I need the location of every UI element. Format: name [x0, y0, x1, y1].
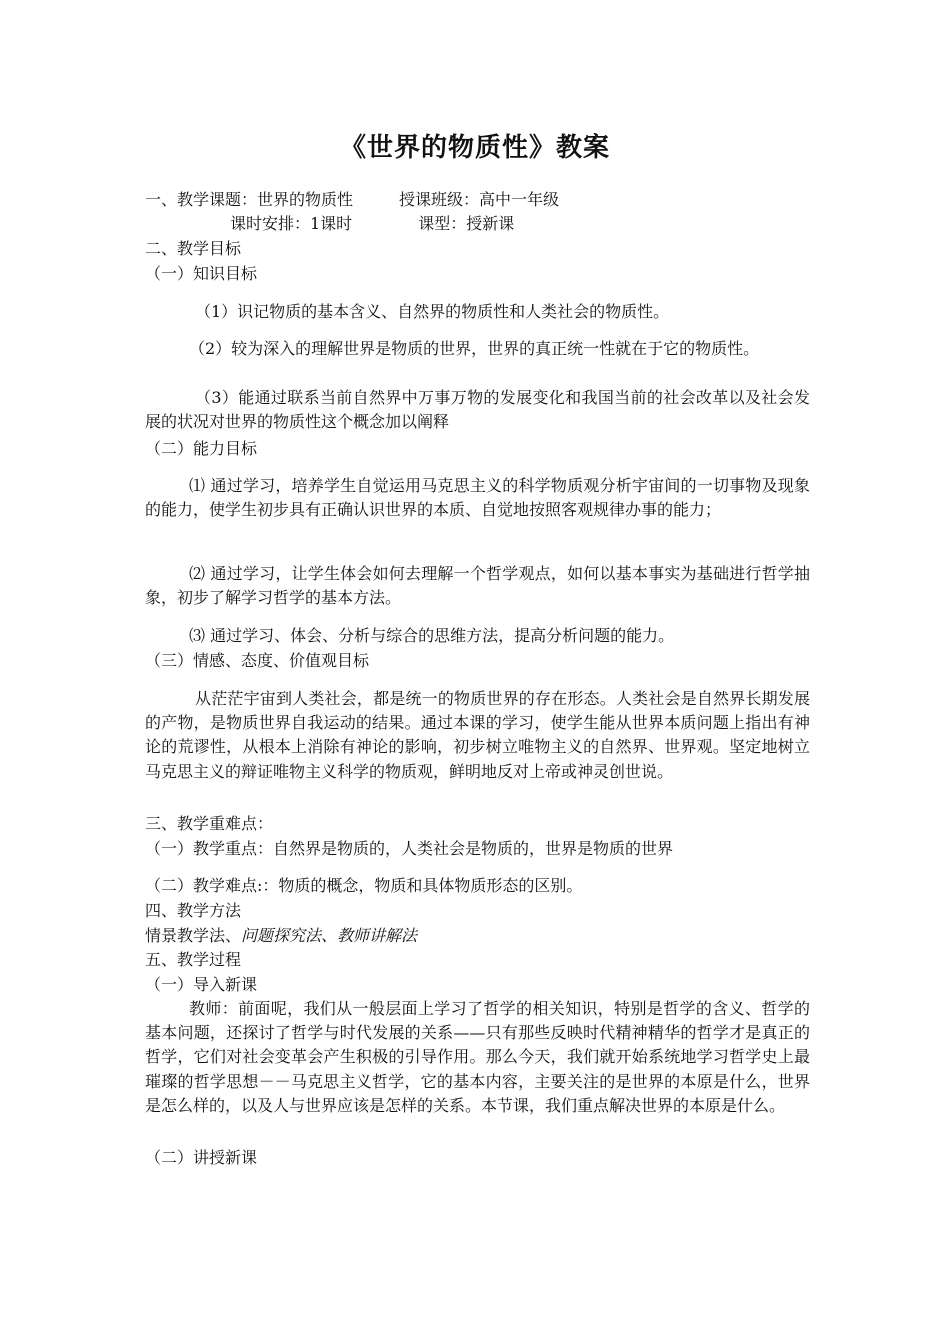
lesson-class: 授课班级：高中一年级: [399, 190, 560, 209]
values-paragraph: 从茫茫宇宙到人类社会，都是统一的物质世界的存在形态。人类社会是自然界长期发展的产物，是物质世界自我运动的结果。通过本课的学习，使学生能从世界本质问题上指出有神论的荒谬性，从根本上消除有神论的影响，初步树立唯物主义的自然界、世界观。坚定地树立马克思主义的辩证唯物主义科学的物质观，鲜明地反对上帝或神灵创世说。: [145, 689, 810, 781]
schedule-line: [230, 212, 895, 236]
introduction-paragraph: 教师：前面呢，我们从一般层面上学习了哲学的相关知识，特别是哲学的含义、哲学的基本问题，还探讨了哲学与时代发展的关系——只有那些反映时代精神精华的哲学才是真正的哲学，它们对社会变革会产生积极的引导作用。那么今天，我们就开始系统地学习哲学史上最璀璨的哲学思想－－马克思主义哲学，它的基本内容，主要关注的是世界的本原是什么，世界是怎么样的，以及人与世界应该是怎样的关系。本节课，我们重点解决世界的本原是什么。: [145, 999, 810, 1115]
ability-item-1: ⑴ 通过学习，培养学生自觉运用马克思主义的科学物质观分析宇宙间的一切事物及现象的能力，使学生初步具有正确认识世界的本质、自觉地按照客观规律办事的能力；: [145, 476, 810, 520]
knowledge-item-3: （3）能通过联系当前自然界中万事万物的发展变化和我国当前的社会改革以及社会发展的状况对世界的物质性这个概念加以阐释: [145, 388, 810, 432]
lesson-topic: 一、教学课题：世界的物质性: [145, 190, 354, 209]
method-inquiry-lecture: 问题探究法、教师讲解法: [241, 926, 418, 945]
lesson-type: 课型：授新课: [418, 214, 515, 233]
knowledge-item-1: （1）识记物质的基本含义、自然界的物质性和人类社会的物质性。: [195, 302, 670, 321]
subheading-ability: （二）能力目标: [145, 439, 258, 458]
section-heading-process: 五、教学过程: [145, 950, 242, 969]
subheading-new-lesson: （二）讲授新课: [145, 1148, 258, 1167]
subheading-introduction: （一）导入新课: [145, 975, 258, 994]
lesson-hours: 课时安排：1课时: [230, 214, 353, 233]
knowledge-item-2: （2）较为深入的理解世界是物质的世界，世界的真正统一性就在于它的物质性。: [189, 339, 760, 358]
document-title: 《世界的物质性》教案: [339, 133, 610, 163]
difficult-point: （二）教学难点:：物质的概念，物质和具体物质形态的区别。: [145, 876, 583, 895]
subheading-values: （三）情感、态度、价值观目标: [145, 651, 370, 670]
section-heading-key-points: 三、教学重难点：: [145, 814, 274, 833]
ability-item-2: ⑵ 通过学习，让学生体会如何去理解一个哲学观点，如何以基本事实为基础进行哲学抽象，初步了解学习哲学的基本方法。: [145, 564, 810, 608]
section-heading-objectives: 二、教学目标: [145, 239, 242, 258]
method-scenario: 情景教学法、: [145, 926, 242, 945]
subheading-knowledge: （一）知识目标: [145, 264, 258, 283]
methods-line: [145, 924, 810, 948]
ability-item-3: ⑶ 通过学习、体会、分析与综合的思维方法，提高分析问题的能力。: [189, 626, 675, 645]
key-point: （一）教学重点：自然界是物质的，人类社会是物质的，世界是物质的世界: [145, 839, 674, 858]
section-heading-methods: 四、教学方法: [145, 901, 242, 920]
topic-line: [145, 188, 810, 212]
